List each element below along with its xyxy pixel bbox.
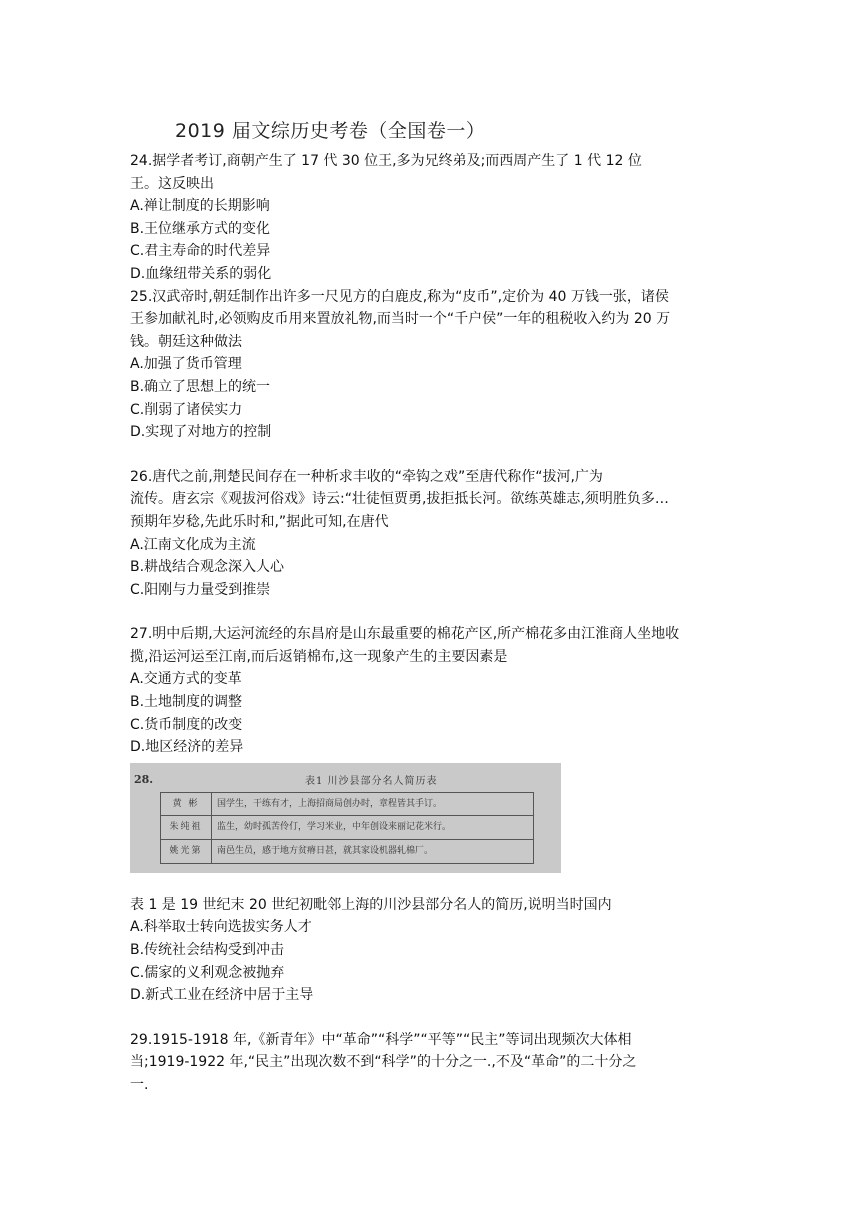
option-d: D.血缘纽带关系的弱化 (130, 265, 272, 282)
question-number: 28. (134, 772, 154, 786)
biography-table (160, 792, 534, 864)
question-stem-line: 王。这反映出 (130, 175, 214, 192)
option-b: B.王位继承方式的变化 (130, 220, 271, 237)
question-stem-line: 预期年岁稔,先此乐时和,”据此可知,在唐代 (130, 513, 389, 530)
question-stem-line: 表 1 是 19 世纪末 20 世纪初毗邻上海的川沙县部分名人的简历,说明当时国内 (130, 896, 612, 913)
table-cell-bio: 南邑生员，感于地方贫瘠日甚，就其家设机器轧棉厂。 (212, 840, 534, 864)
question-stem-line: 26.唐代之前,荆楚民间存在一种析求丰收的“牵钩之戏”至唐代称作“拔河,广为 (130, 468, 603, 485)
option-d: D.地区经济的差异 (130, 739, 244, 756)
table-row (161, 792, 534, 816)
option-c: C.货币制度的改变 (130, 716, 243, 733)
option-a: A.科举取士转向选拔实务人才 (130, 919, 312, 936)
option-c: C.君主寿命的时代差异 (130, 243, 271, 260)
exam-title: 2019 届文综历史考卷（全国卷一） (175, 120, 486, 142)
table-cell-bio: 监生，幼时孤苦伶仃，学习米业，中年创设来丽记花米行。 (212, 816, 534, 840)
question-24 (130, 150, 735, 286)
question-stem-line: 揽,沿运河运至江南,而后返销棉布,这一现象产生的主要因素是 (130, 648, 508, 665)
question-stem-line: 王参加献礼时,必领购皮币用来置放礼物,而当时一个“千户侯”一年的租税收入约为 20 万 (130, 311, 671, 328)
option-b: B.传统社会结构受到冲击 (130, 942, 285, 959)
question-stem-line: 24.据学者考订,商朝产生了 17 代 30 位王,多为兄终弟及;而西周产生了 1 代 12 位 (130, 153, 642, 169)
question-stem-line: 25.汉武帝时,朝廷制作出许多一尺见方的白鹿皮,称为“皮币”,定价为 40 万钱一张，诸侯 (130, 288, 669, 305)
question-stem-line: 流传。唐玄宗《观拔河俗戏》诗云:“壮徒恒贾勇,拔拒抵长河。欲练英雄志,须明胜负多… (130, 491, 669, 508)
question-stem-line: 钱。朝廷这种做法 (130, 333, 242, 350)
table-row (161, 816, 534, 840)
option-d: D.新式工业在经济中居于主导 (130, 987, 314, 1004)
table-cell-name: 朱纯祖 (161, 816, 212, 840)
question-27 (130, 623, 735, 759)
option-b: B.耕战结合观念深入人心 (130, 559, 285, 576)
option-c: C.儒家的义利观念被抛弃 (130, 964, 285, 981)
spacer (130, 444, 735, 466)
option-a: A.加强了货币管理 (130, 356, 242, 373)
spacer (130, 601, 735, 623)
question-stem-line: 29.1915-1918 年,《新青年》中“革命”“科学”“平等”“民主”等词出现频次大体相 (130, 1031, 632, 1048)
table-cell-name: 黄 彬 (161, 792, 212, 816)
table-caption: 表1 川沙县部分名人简历表 (305, 775, 438, 787)
table-cell-bio: 国学生，干练有才，上海招商局创办时，章程皆其手订。 (212, 792, 534, 816)
question-stem-line: 当;1919-1922 年,“民主”出现次数不到“科学”的十分之一.,不及“革命”的二十分之 (130, 1054, 637, 1071)
question-26 (130, 466, 735, 602)
question-stem-line: 27.明中后期,大运河流经的东昌府是山东最重要的棉花产区,所产棉花多由江淮商人坐地收 (130, 626, 680, 643)
option-d: D.实现了对地方的控制 (130, 424, 272, 441)
question-28 (130, 763, 735, 1007)
option-a: A.禅让制度的长期影响 (130, 198, 270, 215)
question-stem-line: 一. (130, 1077, 149, 1093)
table-cell-name: 姚光第 (161, 840, 212, 864)
option-b: B.土地制度的调整 (130, 694, 243, 711)
question-29 (130, 1029, 735, 1097)
table-row (161, 840, 534, 864)
spacer (130, 1007, 735, 1029)
option-a: A.江南文化成为主流 (130, 536, 256, 553)
question-25 (130, 286, 735, 444)
exam-content (130, 150, 735, 1097)
option-c: C.削弱了诸侯实力 (130, 401, 243, 418)
option-b: B.确立了思想上的统一 (130, 378, 271, 395)
option-c: C.阳刚与力量受到推崇 (130, 581, 271, 598)
scanned-table-figure (130, 763, 561, 873)
option-a: A.交通方式的变革 (130, 671, 242, 688)
